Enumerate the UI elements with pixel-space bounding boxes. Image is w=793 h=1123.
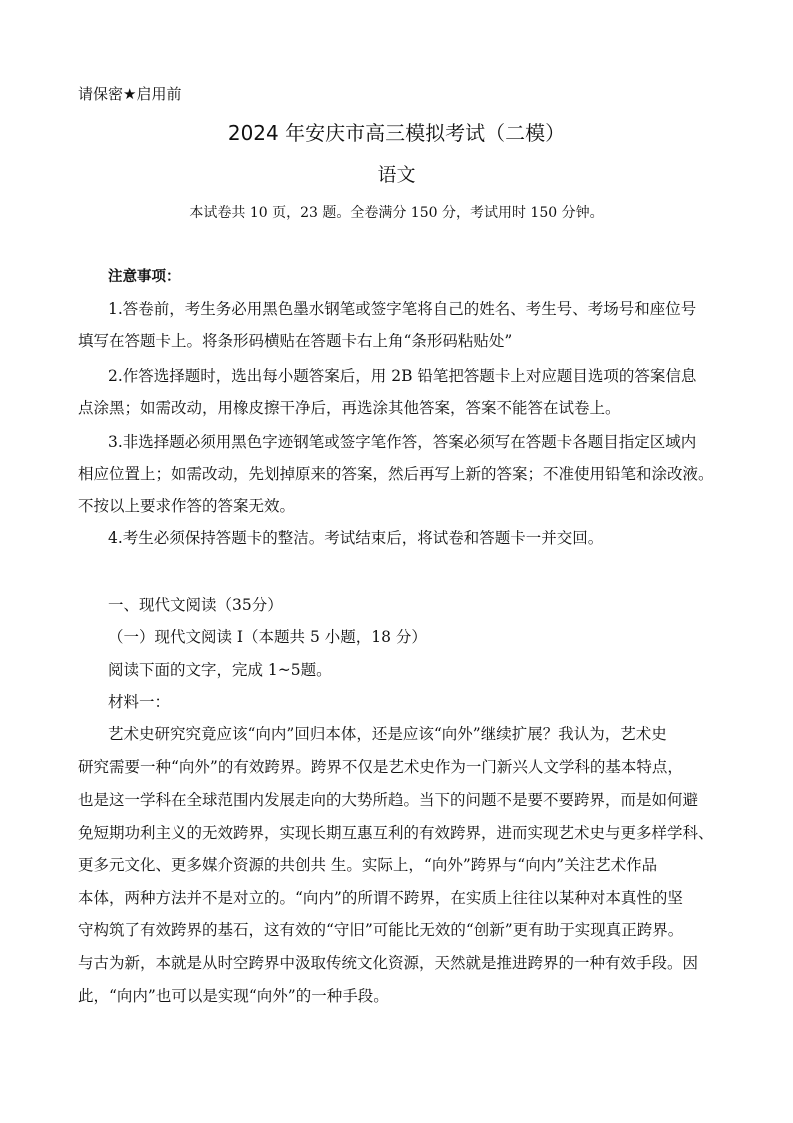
passage-line: 艺术史研究究竟应该“向内”回归本体，还是应该“向外”继续扩展？我认为，艺术史 [108,725,667,743]
passage-line: 守构筑了有效跨界的基石，这有效的“守旧”可能比无效的“创新”更有助于实现真正跨界。 [78,921,684,939]
passage-line: 更多元文化、更多媒介资源的共创共 生。实际上，“向外”跨界与“向内”关注艺术作品 [78,856,658,874]
notice-heading: 注意事项： [108,269,181,285]
notice-item-4-line-1: 4.考生必须保持答题卡的整洁。考试结束后，将试卷和答题卡一并交回。 [108,529,604,547]
material-label: 材料一： [108,693,171,711]
passage-line: 免短期功利主义的无效跨界，实现长期互惠互利的有效跨界，进而实现艺术史与更多样学科、 [78,824,714,842]
subject-title: 语文 [377,164,416,186]
notice-item-2-line-2: 点涂黑；如需改动，用橡皮擦干净后，再选涂其他答案，答案不能答在试卷上。 [78,399,621,417]
notice-item-3-line-1: 3.非选择题必须用黑色字迹钢笔或签字笔作答，答案必须写在答题卡各题目指定区域内 [108,433,697,451]
section-heading: 一、现代文阅读（35分） [108,596,283,614]
notice-item-1-line-1: 1.答卷前，考生务必用黑色墨水钢笔或签字笔将自己的姓名、考生号、考场号和座位号 [108,300,697,318]
passage-line: 与古为新，本就是从时空跨界中汲取传统文化资源，天然就是推进跨界的一种有效手段。因 [78,954,699,972]
subsection-heading: （一）现代文阅读 I（本题共 5 小题，18 分） [108,628,427,646]
passage-line: 研究需要一种“向外”的有效跨界。跨界不仅是艺术史作为一门新兴人文学科的基本特点， [78,758,683,776]
notice-item-2-line-1: 2.作答选择题时，选出每小题答案后，用 2B 铅笔把答题卡上对应题目选项的答案信息 [108,367,697,385]
passage-line: 也是这一学科在全球范围内发展走向的大势所趋。当下的问题不是要不要跨界，而是如何避 [78,791,699,809]
notice-item-3-line-2: 相应位置上；如需改动，先划掉原来的答案，然后再写上新的答案；不准使用铅笔和涂改液。 [78,465,714,483]
notice-item-1-line-2: 填写在答题卡上。将条形码横贴在答题卡右上角“条形码粘贴处” [78,332,513,350]
passage-line: 本体，两种方法并不是对立的。“向内”的所谓不跨界，在实质上往往以某种对本真性的坚 [78,889,683,907]
exam-info: 本试卷共 10 页，23 题。全卷满分 150 分，考试用时 150 分钟。 [189,205,604,221]
exam-title: 2024 年安庆市高三模拟考试（二模） [227,121,566,145]
confidential-label: 请保密★启用前 [78,85,182,103]
passage-line: 此，“向内”也可以是实现“向外”的一种手段。 [78,987,389,1005]
notice-item-3-line-3: 不按以上要求作答的答案无效。 [78,497,296,515]
reading-instruction: 阅读下面的文字，完成 1~5题。 [108,661,332,679]
